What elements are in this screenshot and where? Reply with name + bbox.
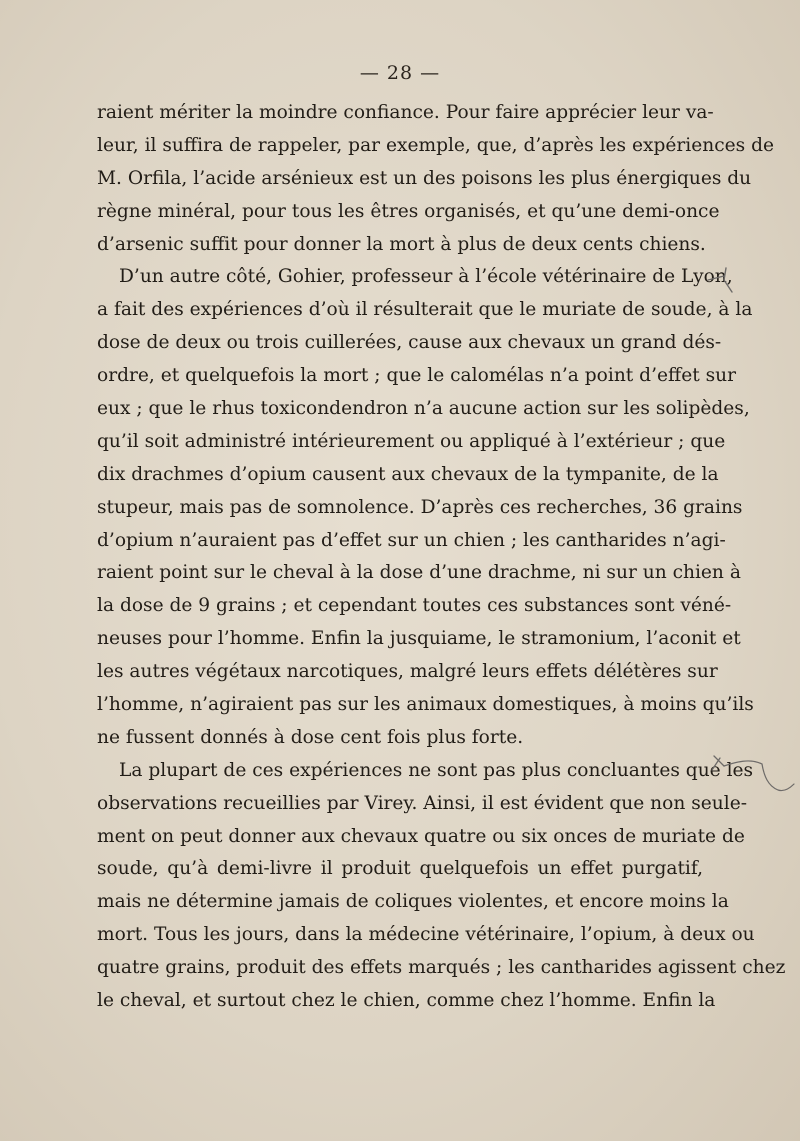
text-line: ment on peut donner aux chevaux quatre ou six onces de muriate de (97, 825, 745, 847)
text-line: d’opium n’auraient pas d’effet sur un chien ; les cantharides n’agi- (97, 529, 726, 551)
text-line: mais ne détermine jamais de coliques violentes, et encore moins la (97, 891, 729, 913)
text-line: soude, qu’à demi-livre il produit quelquefois un effet purgatif, (97, 858, 703, 880)
text-line: eux ; que le rhus toxicondendron n’a aucune action sur les solipèdes, (97, 398, 750, 420)
page-number: — 28 — (359, 62, 441, 84)
text-line: ordre, et quelquefois la mort ; que le calomélas n’a point d’effet sur (97, 365, 736, 387)
text-line: quatre grains, produit des effets marqués ; les cantharides agissent chez (97, 957, 786, 979)
text-line: l’homme, n’agiraient pas sur les animaux domestiques, à moins qu’ils (97, 694, 754, 716)
text-line: neuses pour l’homme. Enfin la jusquiame, le stramonium, l’aconit et (97, 628, 741, 650)
text-line: observations recueillies par Virey. Ainsi, il est évident que non seule- (97, 792, 747, 814)
body-text (97, 97, 786, 1018)
text-line: ne fussent donnés à dose cent fois plus forte. (97, 726, 524, 748)
pencil-mark-two-icon (706, 742, 796, 802)
text-line: règne minéral, pour tous les êtres organisés, et qu’une demi-once (97, 200, 720, 222)
text-line: les autres végétaux narcotiques, malgré leurs effets délétères sur (97, 661, 718, 683)
text-line: la dose de 9 grains ; et cependant toutes ces substances sont véné- (97, 595, 732, 617)
text-line: qu’il soit administré intérieurement ou appliqué à l’extérieur ; que (97, 430, 726, 452)
text-line: le cheval, et surtout chez le chien, comme chez l’homme. Enfin la (97, 990, 716, 1012)
text-line: mort. Tous les jours, dans la médecine vétérinaire, l’opium, à deux ou (97, 924, 755, 946)
text-line: d’arsenic suffit pour donner la mort à plus de deux cents chiens. (97, 233, 706, 255)
text-line: a fait des expériences d’où il résulterait que le muriate de soude, à la (97, 299, 753, 321)
text-line: raient point sur le cheval à la dose d’une drachme, ni sur un chien à (97, 562, 741, 584)
text-line: raient mériter la moindre confiance. Pour faire apprécier leur va- (97, 102, 714, 123)
text-line: D’un autre côté, Gohier, professeur à l’école vétérinaire de Lyon, (119, 266, 733, 288)
text-line: dix drachmes d’opium causent aux chevaux de la tympanite, de la (97, 463, 719, 485)
text-line: stupeur, mais pas de somnolence. D’après ces recherches, 36 grains (97, 496, 743, 518)
text-line: M. Orfila, l’acide arsénieux est un des poisons les plus énergiques du (97, 167, 752, 189)
text-line: dose de deux ou trois cuillerées, cause aux chevaux un grand dés- (97, 332, 722, 354)
text-line: leur, il suffira de rappeler, par exemple, que, d’après les expériences de (97, 134, 774, 156)
pencil-mark-one-icon (702, 262, 742, 298)
text-line: La plupart de ces expériences ne sont pas plus concluantes que les (119, 759, 754, 781)
